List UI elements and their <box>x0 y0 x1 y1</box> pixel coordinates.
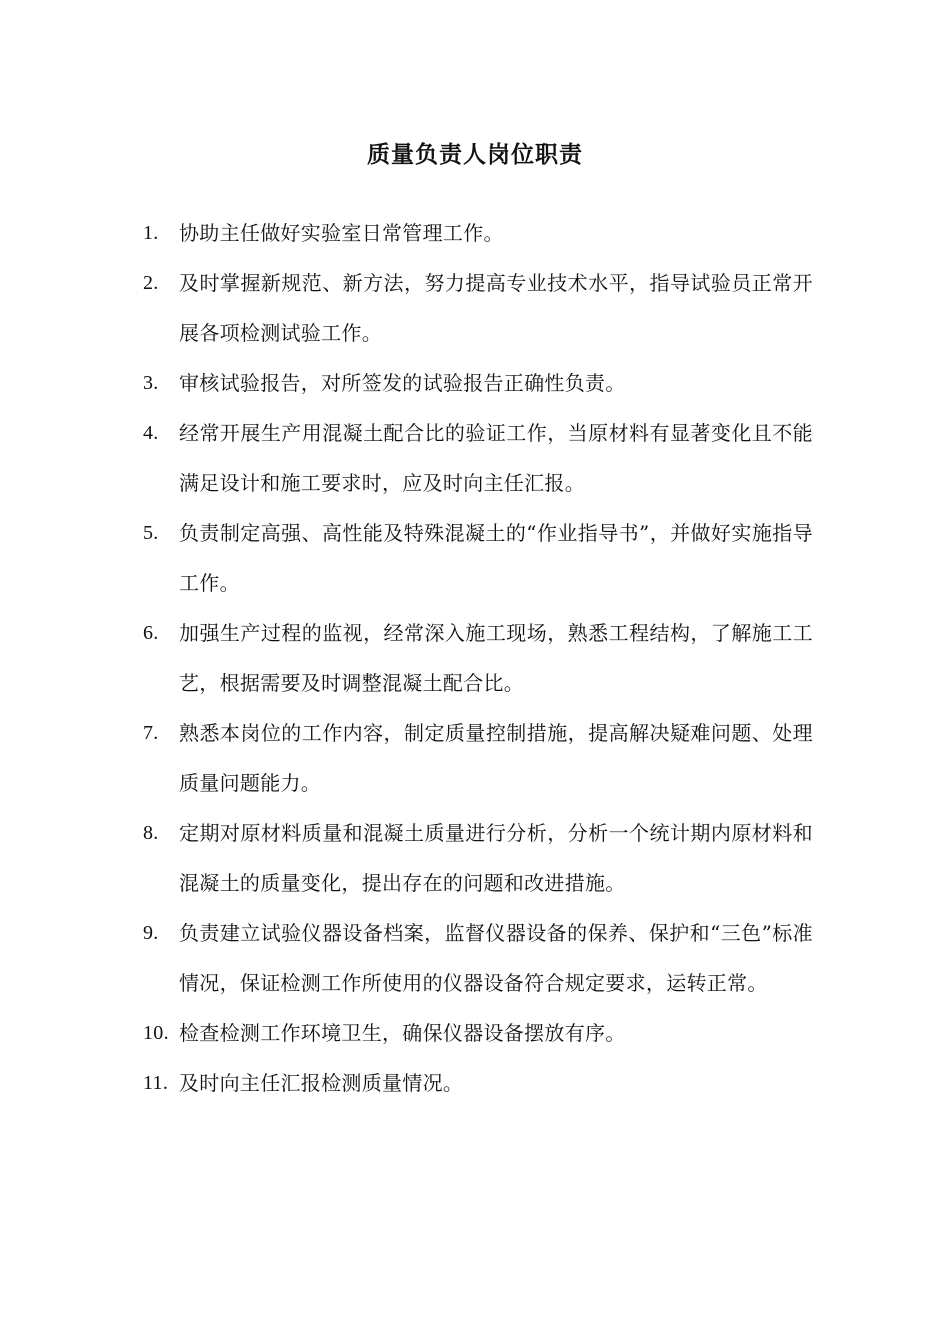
duty-list <box>143 208 813 1108</box>
item-text: 定期对原材料质量和混凝土质量进行分析，分析一个统计期内原材料和混凝土的质量变化，提出存在的问题和改进措施。 <box>179 821 813 895</box>
item-number: 1. <box>143 222 159 244</box>
item-text: 负责制定高强、高性能及特殊混凝土的“作业指导书”，并做好实施指导工作。 <box>179 521 813 595</box>
list-item-5 <box>143 508 813 608</box>
item-text: 熟悉本岗位的工作内容，制定质量控制措施，提高解决疑难问题、处理质量问题能力。 <box>179 721 813 795</box>
list-item-6 <box>143 608 813 708</box>
item-text: 及时掌握新规范、新方法，努力提高专业技术水平，指导试验员正常开展各项检测试验工作。 <box>179 271 813 345</box>
item-number: 4. <box>143 422 159 444</box>
item-number: 7. <box>143 722 159 744</box>
item-number: 2. <box>143 272 159 294</box>
item-number: 10. <box>143 1022 169 1044</box>
item-text: 负责建立试验仪器设备档案，监督仪器设备的保养、保护和“三色”标准情况，保证检测工作所使用的仪器设备符合规定要求，运转正常。 <box>179 921 813 995</box>
list-item-10 <box>143 1008 813 1058</box>
list-item-2 <box>143 258 813 358</box>
list-item-9 <box>143 908 813 1008</box>
list-item-11 <box>143 1058 813 1108</box>
item-text: 审核试验报告，对所签发的试验报告正确性负责。 <box>179 371 626 395</box>
item-number: 6. <box>143 622 159 644</box>
item-number: 9. <box>143 922 159 944</box>
item-text: 检查检测工作环境卫生，确保仪器设备摆放有序。 <box>179 1021 626 1045</box>
list-item-1 <box>143 208 813 258</box>
list-item-8 <box>143 808 813 908</box>
item-number: 8. <box>143 822 159 844</box>
item-text: 加强生产过程的监视，经常深入施工现场，熟悉工程结构，了解施工工艺，根据需要及时调整混凝土配合比。 <box>179 621 813 695</box>
item-text: 协助主任做好实验室日常管理工作。 <box>179 221 504 245</box>
list-item-4 <box>143 408 813 508</box>
item-text: 及时向主任汇报检测质量情况。 <box>179 1071 464 1095</box>
list-item-7 <box>143 708 813 808</box>
item-number: 5. <box>143 522 159 544</box>
page-title: 质量负责人岗位职责 <box>367 141 583 168</box>
item-text: 经常开展生产用混凝土配合比的验证工作，当原材料有显著变化且不能满足设计和施工要求时，应及时向主任汇报。 <box>179 421 813 495</box>
list-item-3 <box>143 358 813 408</box>
item-number: 3. <box>143 372 159 394</box>
item-number: 11. <box>143 1072 169 1094</box>
